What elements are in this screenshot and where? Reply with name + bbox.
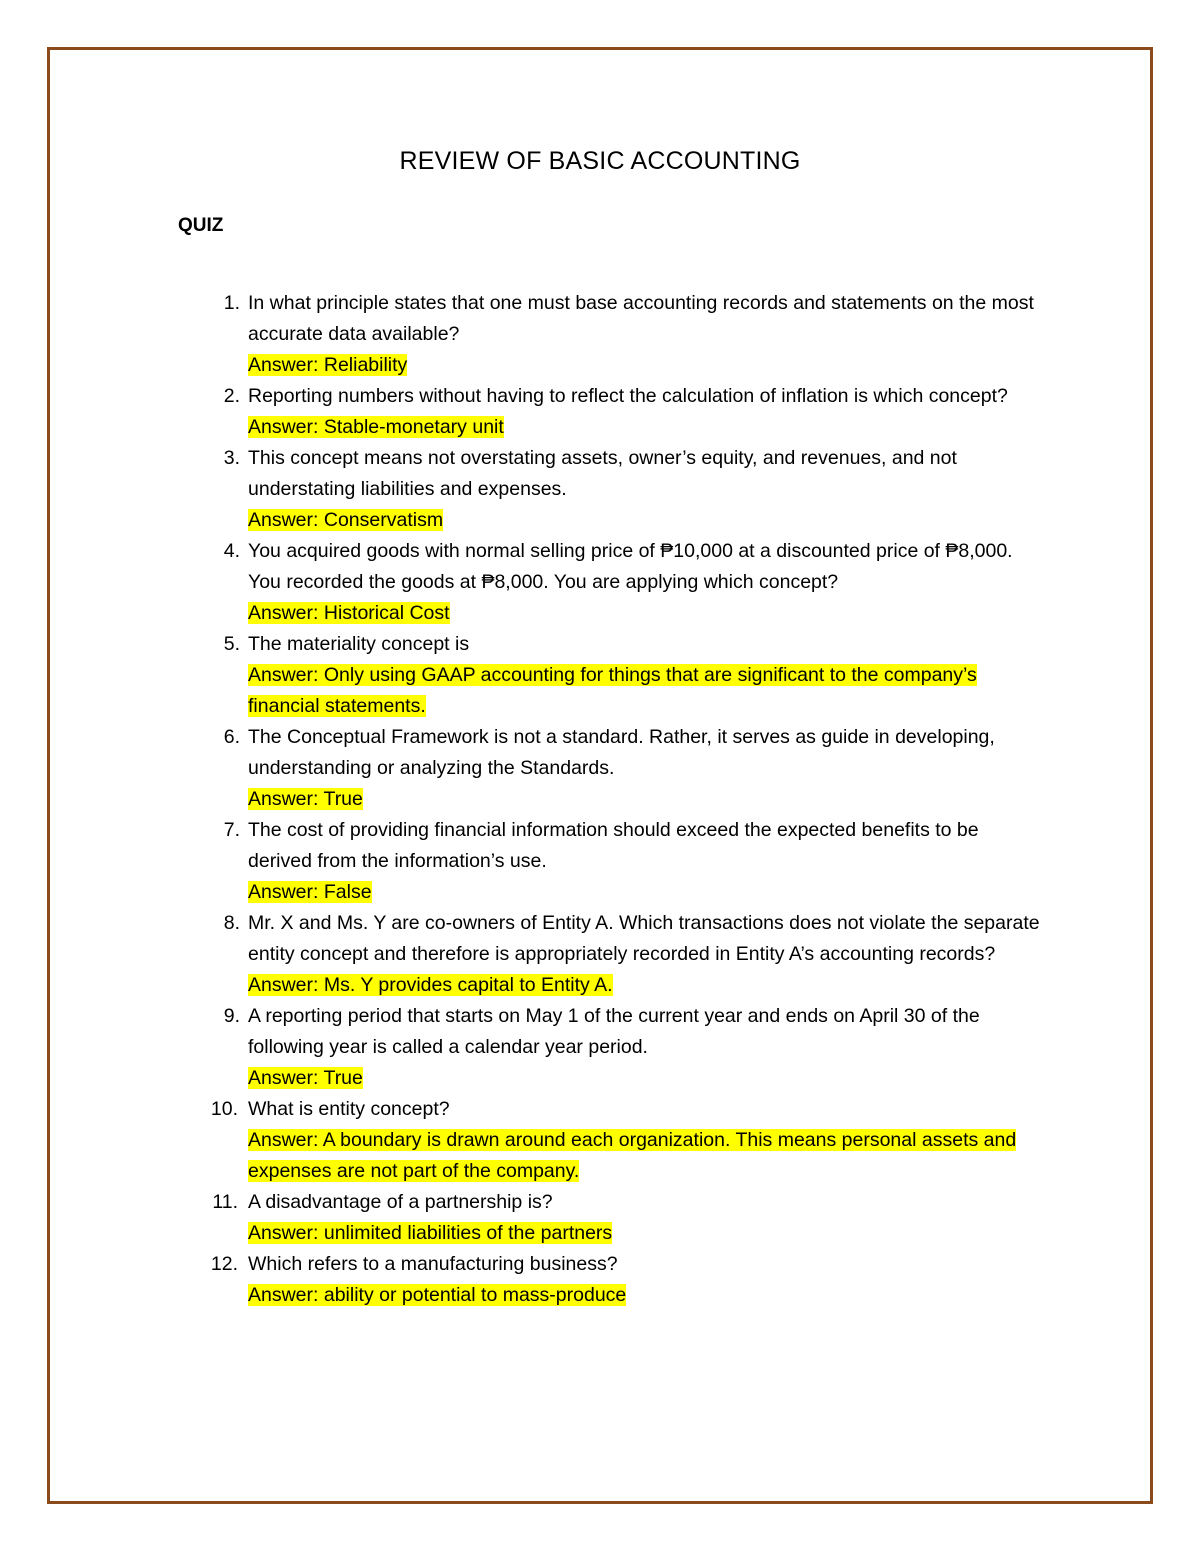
question-text: A disadvantage of a partnership is? (248, 1191, 553, 1213)
question-text: The cost of providing financial information should exceed the expected benefits to be derived from the information’s use. (248, 819, 979, 872)
answer-highlight: Answer: Only using GAAP accounting for things that are significant to the company’s financial statements. (248, 664, 977, 717)
answer-highlight: Answer: Reliability (248, 354, 408, 376)
question-number: 11. (212, 1191, 238, 1213)
question-item-9 (210, 1001, 1040, 1094)
question-number: 5. (223, 633, 240, 655)
question-text: The materiality concept is (248, 633, 470, 655)
quiz-section-label: QUIZ (178, 215, 224, 236)
answer-highlight: Answer: True (248, 788, 363, 810)
answer-highlight: Answer: Stable-monetary unit (248, 416, 504, 438)
question-number: 2. (223, 385, 240, 407)
question-item-5 (210, 629, 1040, 722)
question-text: Reporting numbers without having to reflect the calculation of inflation is which concept? (248, 385, 1008, 407)
question-list (210, 288, 1040, 1311)
question-item-3 (210, 443, 1040, 536)
answer-highlight: Answer: unlimited liabilities of the partners (248, 1222, 613, 1244)
question-text: You acquired goods with normal selling price of ₱10,000 at a discounted price of ₱8,000. You recorded the goods at ₱8,000. You are applying which concept? (248, 540, 1013, 593)
answer-highlight: Answer: Ms. Y provides capital to Entity A. (248, 974, 613, 996)
answer-highlight: Answer: Historical Cost (248, 602, 450, 624)
question-number: 7. (223, 819, 240, 841)
question-text: What is entity concept? (248, 1098, 450, 1120)
question-item-7 (210, 815, 1040, 908)
question-number: 3. (223, 447, 240, 469)
question-item-2 (210, 381, 1040, 443)
answer-highlight: Answer: ability or potential to mass-produce (248, 1284, 627, 1306)
answer-highlight: Answer: True (248, 1067, 363, 1089)
question-item-12 (210, 1249, 1040, 1311)
question-item-11 (210, 1187, 1040, 1249)
question-text: Which refers to a manufacturing business? (248, 1253, 618, 1275)
question-item-1 (210, 288, 1040, 381)
question-text: This concept means not overstating assets, owner’s equity, and revenues, and not understating liabilities and expenses. (248, 447, 957, 500)
question-item-4 (210, 536, 1040, 629)
answer-highlight: Answer: Conservatism (248, 509, 444, 531)
question-number: 1. (223, 292, 240, 314)
question-text: The Conceptual Framework is not a standard. Rather, it serves as guide in developing, understanding or analyzing the Standards. (248, 726, 995, 779)
question-item-10 (210, 1094, 1040, 1187)
question-text: Mr. X and Ms. Y are co-owners of Entity A. Which transactions does not violate the separate entity concept and therefore is appropriately recorded in Entity A’s accounting records? (248, 912, 1040, 965)
question-number: 10. (210, 1098, 238, 1120)
question-number: 4. (223, 540, 240, 562)
question-number: 12. (210, 1253, 238, 1275)
question-item-6 (210, 722, 1040, 815)
question-text: In what principle states that one must base accounting records and statements on the most accurate data available? (248, 292, 1034, 345)
answer-highlight: Answer: A boundary is drawn around each organization. This means personal assets and expenses are not part of the company. (248, 1129, 1017, 1182)
answer-highlight: Answer: False (248, 881, 372, 903)
question-item-8 (210, 908, 1040, 1001)
question-number: 9. (223, 1005, 240, 1027)
document-title: REVIEW OF BASIC ACCOUNTING (399, 147, 801, 175)
question-number: 8. (223, 912, 240, 934)
question-number: 6. (223, 726, 240, 748)
question-text: A reporting period that starts on May 1 of the current year and ends on April 30 of the following year is called a calendar year period. (248, 1005, 980, 1058)
